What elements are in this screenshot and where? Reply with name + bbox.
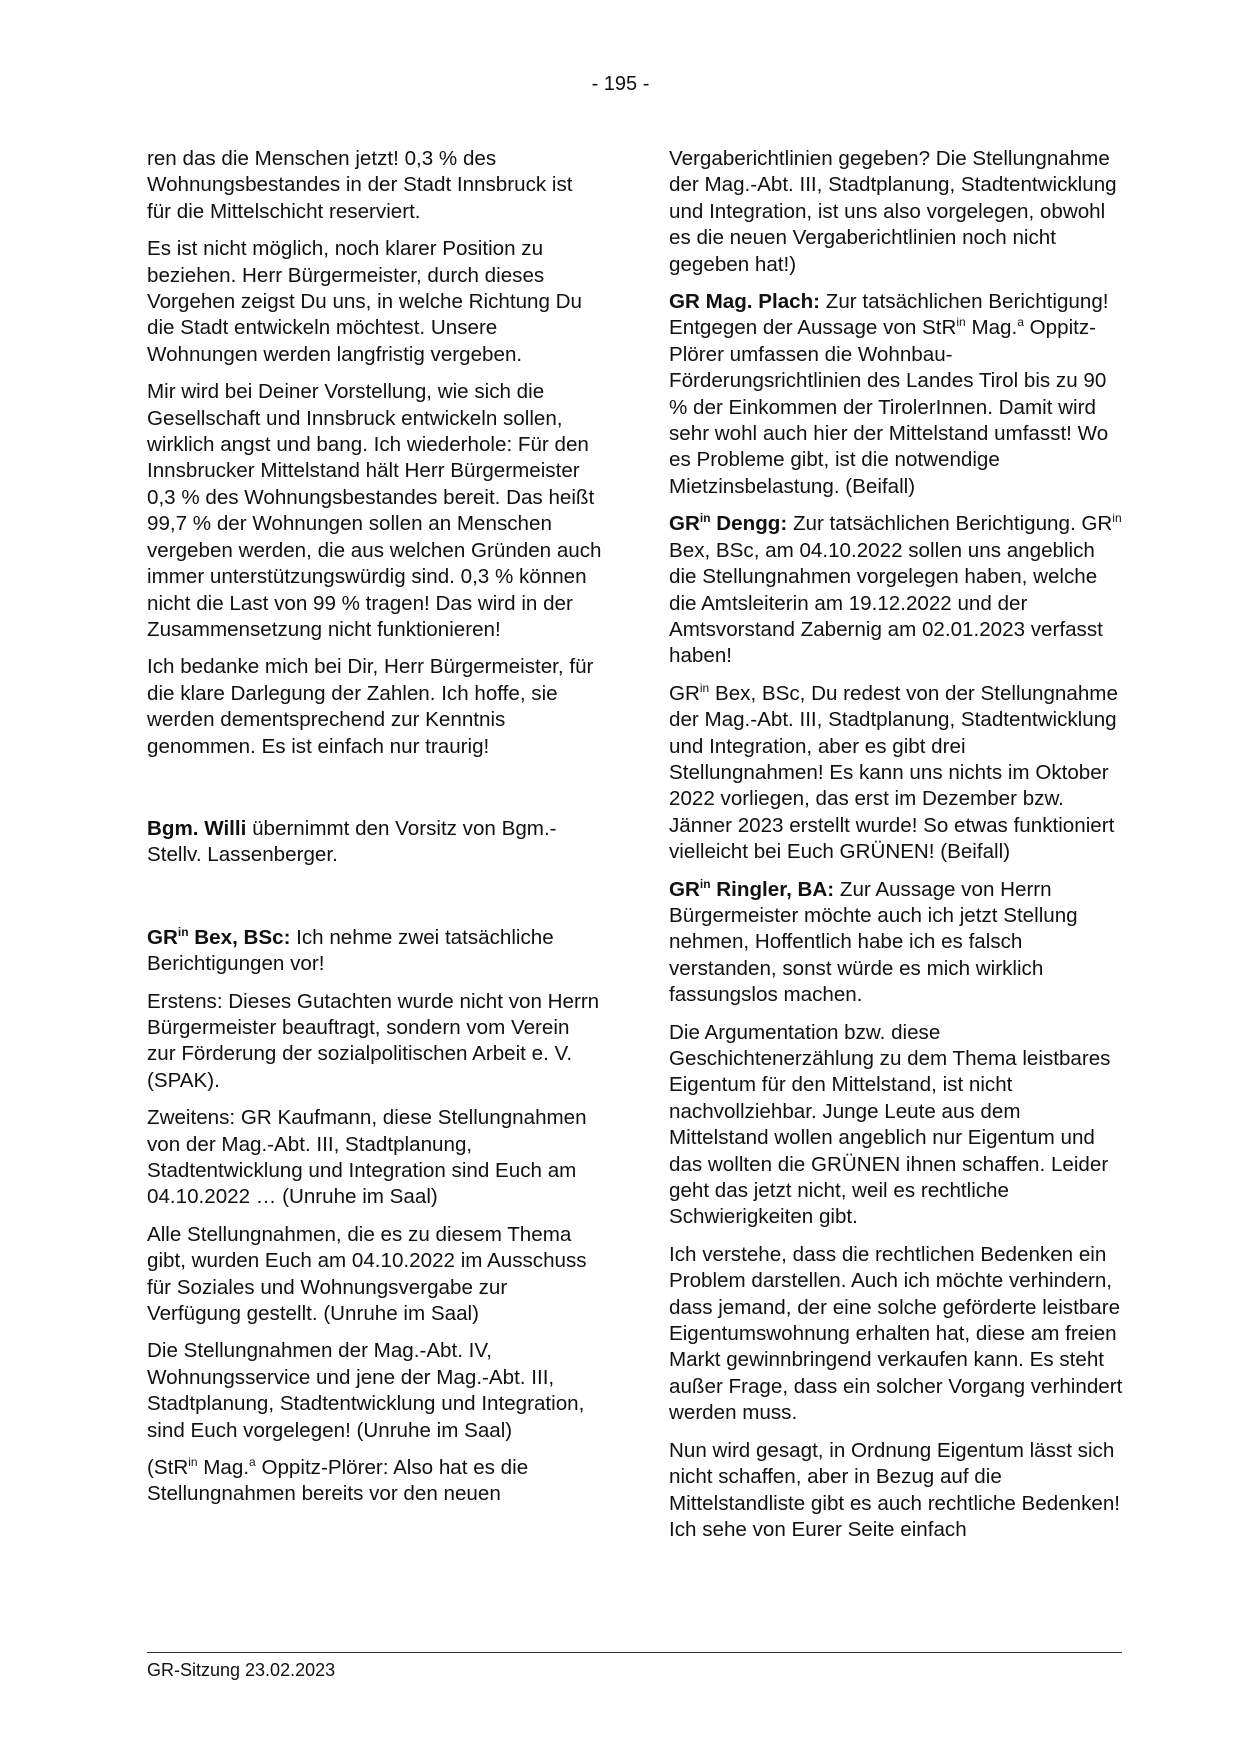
right-column	[669, 146, 1124, 1554]
paragraph: Zweitens: GR Kaufmann, diese Stellungnahmen von der Mag.-Abt. III, Stadtplanung, Stadtentwicklung und Integration sind Euch am 04.10.2022 … (Unruhe im Saal)	[147, 1106, 587, 1209]
paragraph: $GR^{in}$ Bex, BSc, Du redest von der Stellungnahme der Mag.-Abt. III, Stadtplanung, Stadtentwicklung und Integration, aber es gibt drei Stellungnahmen! Es kann uns nichts im Oktober 2022 vorliegen, das erst im Dezember bzw. Jänner 2023 erstellt wurde! So etwas funktioniert vielleicht bei Euch GRÜNEN! (Beifall)	[669, 680, 1118, 864]
speaker-name: GR Mag. Plach:	[669, 290, 821, 314]
speech-paragraph: GR Mag. Plach: Zur tatsächlichen Berichtigung! Entgegen der Aussage von StR$^{in}$ Mag.$^a$ Oppitz-Plörer umfassen die Wohnbau-Förderungsrichtlinien des Landes Tirol bis zu 90 % der Einkommen der TirolerInnen. Damit wird sehr wohl auch hier der Mittelstand umfasst! Wo es Probleme gibt, ist die notwendige Mietzinsbelastung. (Beifall)	[669, 290, 1109, 498]
left-column	[147, 146, 602, 1519]
paragraph: Vergaberichtlinien gegeben? Die Stellungnahme der Mag.-Abt. III, Stadtplanung, Stadtentwicklung und Integration, ist uns also vorgelegen, obwohl es die neuen Vergaberichtlinien noch nicht gegeben hat!)	[669, 147, 1117, 276]
footer-divider	[147, 1652, 1122, 1653]
speaker-name: $GR^{in}$ Dengg:	[669, 511, 788, 536]
paragraph: Es ist nicht möglich, noch klarer Position zu beziehen. Herr Bürgermeister, durch dieses Vorgehen zeigst Du uns, in welche Richtung Du die Stadt entwickeln möchtest. Unsere Wohnungen werden langfristig vergeben.	[147, 237, 583, 366]
interjection-paragraph: (StR$^{in}$ Mag.$^a$ Oppitz-Plörer: Also hat es die Stellungnahmen bereits vor den neuen	[147, 1455, 529, 1506]
paragraph: Alle Stellungnahmen, die es zu diesem Thema gibt, wurden Euch am 04.10.2022 im Ausschuss für Soziales und Wohnungsvergabe zur Verfügung gestellt. (Unruhe im Saal)	[147, 1222, 587, 1326]
speaker-name: Bgm. Willi	[147, 816, 247, 840]
speaker-name: $GR^{in}$ Bex, BSc:	[147, 924, 291, 949]
footer-label: GR-Sitzung 23.02.2023	[147, 1660, 336, 1680]
page-number: - 195 -	[591, 73, 650, 95]
speech-paragraph: $GR^{in}$ Bex, BSc: Ich nehme zwei tatsächliche Berichtigungen vor!	[147, 924, 554, 976]
paragraph: ren das die Menschen jetzt! 0,3 % des Wohnungsbestandes in der Stadt Innsbruck ist für die Mittelschicht reserviert.	[147, 147, 573, 223]
chair-change-paragraph: Bgm. Willi übernimmt den Vorsitz von Bgm.-Stellv. Lassenberger.	[147, 816, 557, 867]
paragraph: Ich bedanke mich bei Dir, Herr Bürgermeister, für die klare Darlegung der Zahlen. Ich hoffe, sie werden dementsprechend zur Kenntnis genommen. Es ist einfach nur traurig!	[147, 655, 594, 758]
paragraph: Erstens: Dieses Gutachten wurde nicht von Herrn Bürgermeister beauftragt, sondern vom Verein zur Förderung der sozialpolitischen Arbeit e. V. (SPAK).	[147, 989, 600, 1092]
paragraph: Ich verstehe, dass die rechtlichen Bedenken ein Problem darstellen. Auch ich möchte verhindern, dass jemand, der eine solche geförderte leistbare Eigentumswohnung erhalten hat, diese am freien Markt gewinnbringend verkaufen kann. Es steht außer Frage, dass ein solcher Vorgang verhindert werden muss.	[669, 1242, 1123, 1425]
paragraph: Nun wird gesagt, in Ordnung Eigentum lässt sich nicht schaffen, aber in Bezug auf die Mittelstandliste gibt es auch rechtliche Bedenken! Ich sehe von Eurer Seite einfach	[669, 1438, 1121, 1541]
paragraph: Mir wird bei Deiner Vorstellung, wie sich die Gesellschaft und Innsbruck entwickeln sollen, wirklich angst und bang. Ich wiederhole: Für den Innsbrucker Mittelstand hält Herr Bürgermeister 0,3 % des Wohnungsbestandes bereit. Das heißt 99,7 % der Wohnungen sollen an Menschen vergeben werden, die aus welchen Gründen auch immer unterstützungswürdig sind. 0,3 % können nicht die Last von 99 % tragen! Das wird in der Zusammensetzung nicht funktionieren!	[147, 380, 602, 641]
paragraph: Die Argumentation bzw. diese Geschichtenerzählung zu dem Thema leistbares Eigentum für den Mittelstand, ist nicht nachvollziehbar. Junge Leute aus dem Mittelstand wollen angeblich nur Eigentum und das wollten die GRÜNEN ihnen schaffen. Leider geht das jetzt nicht, weil es rechtliche Schwierigkeiten gibt.	[669, 1020, 1111, 1229]
speech-paragraph: $GR^{in}$ Ringler, BA: Zur Aussage von Herrn Bürgermeister möchte auch ich jetzt Stellung nehmen, Hoffentlich habe ich es falsch verstanden, sonst würde es mich wirklich fassungslos machen.	[669, 876, 1078, 1007]
speech-paragraph: $GR^{in}$ Dengg: Zur tatsächlichen Berichtigung. $GR^{in}$ Bex, BSc, am 04.10.2022 sollen uns angeblich die Stellungnahmen vorgelegen haben, welche die Amtsleiterin am 19.12.2022 und der Amtsvorstand Zabernig am 02.01.2023 verfasst haben!	[669, 511, 1122, 668]
speaker-name: $GR^{in}$ Ringler, BA:	[669, 876, 835, 901]
paragraph: Die Stellungnahmen der Mag.-Abt. IV, Wohnungsservice und jene der Mag.-Abt. III, Stadtplanung, Stadtentwicklung und Integration, sind Euch vorgelegen! (Unruhe im Saal)	[147, 1339, 585, 1442]
